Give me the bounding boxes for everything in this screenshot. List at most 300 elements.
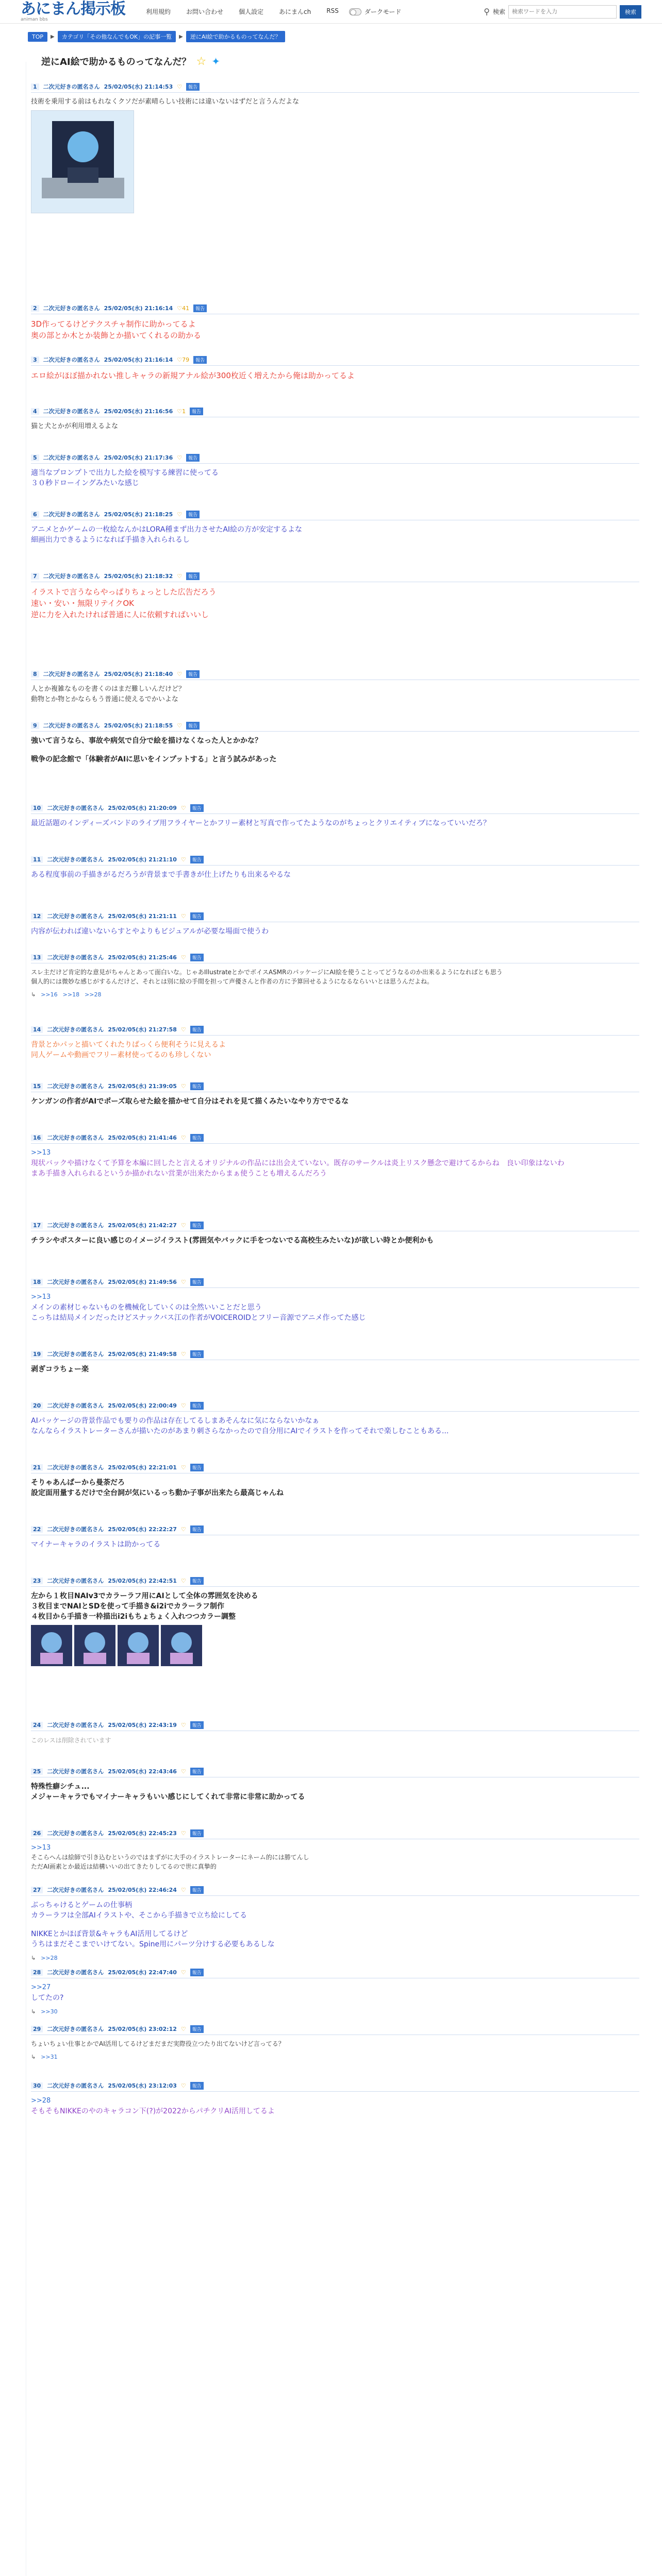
heart-icon: ♡	[177, 83, 183, 90]
post-line: 猫と犬とかが利用増えるよな	[31, 422, 119, 430]
report-button[interactable]: 報告	[190, 1222, 204, 1229]
post-header	[31, 2081, 639, 2092]
heart-icon: ♡	[180, 1082, 186, 1090]
post-author: 二次元好きの匿名さん	[47, 913, 104, 920]
post-author: 二次元好きの匿名さん	[43, 305, 100, 312]
post-header	[31, 1082, 639, 1092]
like-button[interactable]	[181, 1026, 186, 1033]
thumbnail-image[interactable]	[118, 1625, 159, 1666]
reply-icon: ↳	[31, 2008, 36, 2015]
post	[31, 2025, 639, 2060]
post-number[interactable]: 21	[31, 1464, 43, 1471]
reply-anchor-link[interactable]: >>16	[41, 991, 58, 998]
post-number[interactable]: 9	[31, 722, 39, 729]
post-date: 25/02/05(水) 22:22:27	[108, 1526, 177, 1533]
post-body	[31, 1843, 639, 1871]
post-line: 人とか複雑なものを書くのはまだ難しいんだけど？	[31, 685, 186, 693]
heart-icon: ♡	[180, 1721, 186, 1728]
post-header	[31, 407, 639, 417]
report-button[interactable]: 報告	[190, 856, 204, 863]
post-header	[31, 1721, 639, 1731]
post-author: 二次元好きの匿名さん	[47, 805, 104, 811]
post	[31, 1577, 639, 1666]
post-body	[31, 1148, 639, 1179]
toggle-switch-icon[interactable]	[349, 8, 361, 15]
post-header	[31, 510, 639, 520]
heart-icon: ♡	[180, 1768, 186, 1775]
chevron-right-icon: ▶	[51, 33, 55, 40]
post	[31, 1401, 639, 1436]
like-button[interactable]	[181, 1464, 186, 1471]
post-number[interactable]: 25	[31, 1768, 43, 1775]
post-number[interactable]: 29	[31, 2026, 43, 2032]
post-number[interactable]: 5	[31, 454, 39, 461]
post-line: そもそもNIKKEのやのキャラコン下(?)が2022からパチクリAI活用してるよ	[31, 2107, 275, 2115]
post-date: 25/02/05(水) 22:21:01	[108, 1464, 177, 1471]
post-number[interactable]: 17	[31, 1222, 43, 1229]
nav-rss[interactable]: RSS	[326, 7, 339, 14]
reply-anchors	[31, 2054, 639, 2060]
post-body	[31, 1591, 639, 1622]
logo-title[interactable]: あにまん掲示板	[21, 0, 125, 18]
post-line: ３０秒ドローイングみたいな感じ	[31, 479, 139, 487]
post-line: 同人ゲームや動画でフリー素材使ってるのも珍しくない	[31, 1051, 211, 1059]
post-date: 25/02/05(水) 21:49:58	[108, 1351, 177, 1358]
post	[31, 1350, 639, 1375]
report-button[interactable]: 報告	[190, 912, 204, 920]
nav-settings[interactable]: 個人設定	[239, 8, 264, 15]
post-number[interactable]: 15	[31, 1083, 43, 1090]
like-button[interactable]	[181, 1578, 186, 1584]
post-header	[31, 912, 639, 922]
post-header	[31, 304, 639, 314]
post-line[interactable]: >>13	[31, 1149, 51, 1157]
search-button[interactable]: 検索	[620, 5, 641, 19]
post-body	[31, 1416, 639, 1436]
post-line: 剥ぎコラちょー楽	[31, 1365, 89, 1374]
dark-mode-label: ダークモード	[364, 8, 402, 15]
post-body	[31, 1900, 639, 1950]
like-button[interactable]	[181, 1351, 186, 1358]
reply-anchors	[31, 991, 639, 998]
post-date: 25/02/05(水) 21:39:05	[108, 1083, 177, 1090]
post-number[interactable]: 24	[31, 1722, 43, 1728]
post-number[interactable]: 26	[31, 1830, 43, 1837]
report-button[interactable]: 報告	[186, 670, 200, 678]
post-line: 設定面用量するだけで全台詞が気にいるっち動か子事が出来たら最高じゃんね	[31, 1489, 284, 1497]
like-button[interactable]	[181, 1768, 186, 1775]
post-author: 二次元好きの匿名さん	[43, 408, 100, 415]
like-button[interactable]	[177, 454, 182, 461]
report-button[interactable]: 報告	[190, 2082, 204, 2090]
chevron-right-icon: ▶	[179, 33, 183, 40]
post-date: 25/02/05(水) 21:16:14	[104, 305, 173, 312]
post-body	[31, 2096, 639, 2116]
post-number[interactable]: 20	[31, 1402, 43, 1409]
post	[31, 407, 639, 432]
post-body	[31, 870, 639, 880]
post-date: 25/02/05(水) 21:14:53	[104, 83, 173, 90]
search-icon: ⚲	[484, 7, 490, 16]
post-number[interactable]: 28	[31, 1969, 43, 1976]
post-number[interactable]: 3	[31, 357, 39, 363]
report-button[interactable]: 報告	[193, 304, 207, 312]
post-header	[31, 2025, 639, 2035]
nav-terms[interactable]: 利用規約	[146, 8, 171, 15]
post-number[interactable]: 13	[31, 954, 43, 961]
site-header	[0, 0, 662, 24]
like-button[interactable]	[181, 2082, 186, 2089]
post-body	[31, 1782, 639, 1802]
like-count: 1	[182, 408, 186, 415]
like-button[interactable]	[181, 1969, 186, 1976]
reply-icon: ↳	[31, 2054, 36, 2060]
like-button[interactable]	[181, 1830, 186, 1837]
report-button[interactable]: 報告	[186, 83, 200, 91]
heart-icon: ♡	[180, 1886, 186, 1893]
report-button[interactable]: 報告	[186, 722, 200, 730]
breadcrumb-category[interactable]: カテゴリ「その他なんでもOK」の記事一覧	[58, 31, 176, 42]
heart-icon: ♡	[180, 954, 186, 961]
reply-anchor-link[interactable]: >>30	[41, 2008, 58, 2015]
twitter-share-icon[interactable]: ✦	[211, 55, 220, 67]
post-author: 二次元好きの匿名さん	[47, 856, 104, 863]
post-header	[31, 721, 639, 732]
post-number[interactable]: 7	[31, 573, 39, 580]
post-line: 速い・安い・無限リテイクOK	[31, 599, 134, 608]
post-date: 25/02/05(水) 21:25:46	[108, 954, 177, 961]
heart-icon: ♡	[177, 408, 183, 415]
dark-mode-toggle[interactable]	[349, 7, 402, 16]
post-line: ４枚目から手描き一枠描出i2iもちょちょく入れつつカラー調整	[31, 1613, 236, 1621]
reply-anchor-link[interactable]: >>28	[41, 1955, 58, 1961]
post	[31, 453, 639, 488]
breadcrumb	[0, 24, 662, 42]
post-body	[31, 2039, 639, 2048]
post-header	[31, 1767, 639, 1777]
post-line[interactable]: >>28	[31, 2097, 51, 2105]
post-date: 25/02/05(水) 22:43:46	[108, 1768, 177, 1775]
post	[31, 721, 639, 765]
post-author: 二次元好きの匿名さん	[47, 1026, 104, 1033]
post-header	[31, 82, 639, 93]
like-button[interactable]	[177, 83, 182, 90]
post	[31, 1968, 639, 2015]
post-date: 25/02/05(水) 21:16:56	[104, 408, 173, 415]
like-button[interactable]	[181, 913, 186, 920]
post-number[interactable]: 27	[31, 1887, 43, 1893]
breadcrumb-thread[interactable]: 逆にAI絵で助かるものってなんだ？	[186, 31, 285, 42]
post	[31, 1463, 639, 1498]
post-body	[31, 736, 639, 765]
post-header	[31, 804, 639, 814]
report-button[interactable]: 報告	[190, 1134, 204, 1142]
report-button[interactable]: 報告	[190, 1278, 204, 1286]
post-number[interactable]: 10	[31, 805, 43, 811]
like-button[interactable]	[177, 671, 182, 677]
thumbnail-image[interactable]	[161, 1625, 202, 1666]
post-line[interactable]: >>27	[31, 1984, 51, 1991]
post-number[interactable]: 30	[31, 2082, 43, 2089]
report-button[interactable]: 報告	[190, 1768, 204, 1775]
like-button[interactable]	[181, 805, 186, 811]
post-line[interactable]: >>13	[31, 1844, 51, 1852]
post-date: 25/02/05(水) 21:41:46	[108, 1134, 177, 1141]
like-button[interactable]	[181, 1279, 186, 1285]
heart-icon: ♡	[177, 722, 183, 729]
post-number[interactable]: 6	[31, 511, 39, 518]
post-header	[31, 1278, 639, 1288]
reply-anchor-link[interactable]: >>31	[41, 2054, 58, 2060]
search-input[interactable]	[508, 5, 617, 19]
nav-animanch[interactable]: あにまんch	[279, 8, 311, 15]
report-button[interactable]: 報告	[190, 1026, 204, 1033]
post-line: 細画出力できるようになれば手描き入れられるし	[31, 536, 190, 544]
post	[31, 804, 639, 828]
post-line: ケンガンの作者がAIでポーズ取らせた絵を描かせて自分はそれを見て描くみたいなやり方ででるな	[31, 1097, 349, 1106]
post	[31, 1767, 639, 1802]
post-line: ３枚目までNAIとSDを使って手描き&i2iでカラーラフ制作	[31, 1602, 225, 1611]
like-count: 79	[182, 356, 190, 363]
heart-icon: ♡	[177, 670, 183, 677]
report-button[interactable]: 報告	[190, 1886, 204, 1894]
post-body	[31, 1096, 639, 1107]
post-line: そりゃあんぱーから曼荼だろ	[31, 1479, 125, 1487]
post	[31, 82, 639, 213]
post-image[interactable]	[31, 110, 134, 213]
post-number[interactable]: 1	[31, 83, 39, 90]
post-header	[31, 855, 639, 866]
report-button[interactable]: 報告	[190, 1969, 204, 1976]
search-area	[484, 5, 641, 19]
heart-icon: ♡	[180, 856, 186, 863]
heart-icon: ♡	[180, 1134, 186, 1141]
post	[31, 1082, 639, 1107]
post-date: 25/02/05(水) 21:21:10	[108, 856, 177, 863]
post-header	[31, 1886, 639, 1896]
thumbnail-image[interactable]	[74, 1625, 115, 1666]
like-button[interactable]	[177, 305, 189, 312]
report-button[interactable]: 報告	[190, 1721, 204, 1729]
post-line: 内容が伝われば違いないらすとやよりもビジュアルが必要な場面で使うわ	[31, 927, 269, 936]
post-author: 二次元好きの匿名さん	[43, 511, 100, 518]
like-count: 41	[182, 304, 190, 312]
post-line: 奥の部とか木とか装飾とか描いてくれるの助かる	[31, 331, 202, 340]
post-header	[31, 1350, 639, 1360]
report-button[interactable]: 報告	[190, 408, 203, 415]
report-button[interactable]: 報告	[193, 356, 207, 364]
post-header	[31, 1463, 639, 1473]
reply-icon: ↳	[31, 1955, 36, 1961]
post-line: 適当なプロンプトで出力した絵を模写する練習に使ってる	[31, 469, 219, 477]
post-body	[31, 1292, 639, 1323]
post-number[interactable]: 19	[31, 1351, 43, 1358]
post-author: 二次元好きの匿名さん	[43, 722, 100, 729]
like-button[interactable]	[181, 856, 186, 863]
post-number[interactable]: 22	[31, 1526, 43, 1533]
post-header	[31, 1025, 639, 1036]
post-body	[31, 1478, 639, 1498]
heart-icon: ♡	[180, 1278, 186, 1285]
report-button[interactable]: 報告	[190, 804, 204, 812]
post-author: 二次元好きの匿名さん	[47, 1830, 104, 1837]
post-line[interactable]: >>13	[31, 1293, 51, 1301]
post-date: 25/02/05(水) 22:42:51	[108, 1578, 177, 1584]
post-line: ぶっちゃけるとゲームの仕事柄	[31, 1901, 132, 1909]
post-date: 25/02/05(水) 21:21:11	[108, 913, 177, 920]
post-author: 二次元好きの匿名さん	[47, 1083, 104, 1090]
heart-icon: ♡	[177, 511, 183, 518]
post-number[interactable]: 4	[31, 408, 39, 415]
post-author: 二次元好きの匿名さん	[47, 2082, 104, 2089]
report-button[interactable]: 報告	[190, 1350, 204, 1358]
post-author: 二次元好きの匿名さん	[47, 1722, 104, 1728]
report-button[interactable]: 報告	[190, 1829, 204, 1837]
post-line: ちょいちょい仕事とかでAI活用してるけどまだまだ実際役立つたり出てないけど言ってる？	[31, 2040, 285, 2047]
post-line: 強いて言うなら、事故や病気で自分で絵を描けなくなった人とかかな？	[31, 737, 262, 745]
like-button[interactable]	[181, 1722, 186, 1728]
post-line: カラーラフは全部AIイラストや、そこから手描きで立ち絵にしてる	[31, 1911, 247, 1920]
like-button[interactable]	[181, 1526, 186, 1533]
post-author: 二次元好きの匿名さん	[47, 1768, 104, 1775]
post-line: してたの?	[31, 1994, 64, 2002]
post-body	[31, 1040, 639, 1060]
reply-anchors	[31, 1955, 639, 1961]
report-button[interactable]: 報告	[190, 1082, 204, 1090]
heart-icon: ♡	[180, 912, 186, 920]
post-author: 二次元好きの匿名さん	[47, 954, 104, 961]
report-button[interactable]: 報告	[190, 1526, 204, 1533]
post-date: 25/02/05(水) 22:46:24	[108, 1887, 177, 1893]
post-header	[31, 355, 639, 366]
post-body	[31, 684, 639, 705]
post-date: 25/02/05(水) 21:17:36	[104, 454, 173, 461]
post	[31, 1829, 639, 1871]
report-button[interactable]: 報告	[190, 1402, 204, 1410]
post	[31, 1133, 639, 1179]
like-button[interactable]	[177, 511, 182, 518]
post-line: 戦争の記念館で「体験者がAIに思いをインプットする」と言う試みがあった	[31, 755, 277, 764]
post-header	[31, 1525, 639, 1535]
post	[31, 355, 639, 381]
post-header	[31, 572, 639, 582]
like-button[interactable]	[177, 573, 182, 580]
post-line: なんならイラストレーターさんが描いたのがあまり刺さらなかったので自分用にAIでイラストを作ってそれで楽しむこともある...	[31, 1427, 449, 1435]
nav-contact[interactable]: お問い合わせ	[186, 8, 224, 15]
post-author: 二次元好きの匿名さん	[47, 1969, 104, 1976]
post	[31, 1025, 639, 1060]
favorite-star-icon[interactable]: ☆	[196, 55, 207, 68]
post-line: 左から１枚目NAIv3でカラーラフ用にAIとして全体の雰囲気を決める	[31, 1592, 258, 1600]
post-line: チラシやポスターに良い感じのイメージイラスト(雰囲気やバックに手をつないでる高校生みたいな)が欲しい時とか便利かも	[31, 1236, 434, 1245]
post-number[interactable]: 12	[31, 913, 43, 920]
post-author: 二次元好きの匿名さん	[47, 1134, 104, 1141]
post-line: 3D作ってるけどテクスチャ制作に助かってるよ	[31, 319, 196, 329]
heart-icon: ♡	[180, 804, 186, 811]
post	[31, 1886, 639, 1961]
thread-header	[31, 55, 639, 68]
post-number[interactable]: 11	[31, 856, 43, 863]
like-button[interactable]	[181, 2026, 186, 2032]
post-date: 25/02/05(水) 22:45:23	[108, 1830, 177, 1837]
like-button[interactable]	[181, 1083, 186, 1090]
post-date: 25/02/05(水) 21:49:56	[108, 1279, 177, 1285]
post-author: 二次元好きの匿名さん	[43, 357, 100, 363]
report-button[interactable]: 報告	[190, 2025, 204, 2033]
post-line: エロ絵がほぼ描かれない推しキャラの新規アナル絵が300枚近く増えたから俺は助かってるよ	[31, 371, 355, 380]
post	[31, 1278, 639, 1323]
breadcrumb-top[interactable]: TOP	[28, 32, 47, 42]
heart-icon: ♡	[177, 572, 183, 580]
post-date: 25/02/05(水) 21:18:32	[104, 573, 173, 580]
post-header	[31, 1577, 639, 1587]
post-number[interactable]: 16	[31, 1134, 43, 1141]
post-line: まあ手描き入れられるというか描かれない営業が出来たからまぁ使うことも増えるんだろう	[31, 1170, 327, 1178]
thumbnail-image[interactable]	[31, 1625, 72, 1666]
post-author: 二次元好きの匿名さん	[47, 1351, 104, 1358]
report-button[interactable]: 報告	[190, 954, 204, 961]
post-header	[31, 1221, 639, 1231]
post-author: 二次元好きの匿名さん	[47, 1279, 104, 1285]
post-header	[31, 1829, 639, 1839]
like-button[interactable]	[181, 954, 186, 961]
heart-icon: ♡	[180, 1402, 186, 1409]
like-button[interactable]	[177, 357, 189, 363]
post-number[interactable]: 2	[31, 305, 39, 312]
post-body	[31, 1982, 639, 2003]
reply-anchor-link[interactable]: >>28	[85, 991, 102, 998]
reply-anchor-link[interactable]: >>18	[62, 991, 80, 998]
post-number[interactable]: 18	[31, 1279, 43, 1285]
post-line: マイナーキャラのイラストは助かってる	[31, 1540, 161, 1549]
post-body	[31, 468, 639, 488]
post-date: 25/02/05(水) 21:18:40	[104, 671, 173, 677]
like-button[interactable]	[177, 408, 186, 415]
post-number[interactable]: 14	[31, 1026, 43, 1033]
post-header	[31, 670, 639, 680]
post-date: 25/02/05(水) 21:27:58	[108, 1026, 177, 1033]
post-header	[31, 1133, 639, 1144]
like-button[interactable]	[181, 1402, 186, 1409]
post-date: 25/02/05(水) 22:00:49	[108, 1402, 177, 1409]
report-button[interactable]: 報告	[190, 1464, 204, 1471]
report-button[interactable]: 報告	[190, 1577, 204, 1585]
report-button[interactable]: 報告	[186, 572, 200, 580]
post-line: 特殊性癖シチュ...	[31, 1783, 90, 1791]
post-body	[31, 97, 639, 107]
heart-icon: ♡	[180, 1577, 186, 1584]
post-line: 個人的には微妙な感じがするんだけど、それとは別に絵の手間を担って声優さんと作者の方に予算回せるようになるならいいとは思うんだよね。	[31, 978, 434, 985]
site-logo[interactable]	[21, 2, 125, 22]
post-number[interactable]: 23	[31, 1578, 43, 1584]
post-body	[31, 1735, 639, 1745]
like-button[interactable]	[181, 1887, 186, 1893]
like-button[interactable]	[177, 722, 182, 729]
post-line: ある程度事前の手描きがるだろうが背景まで手書きが仕上げたりも出来るやるな	[31, 871, 291, 879]
report-button[interactable]: 報告	[186, 511, 200, 518]
like-button[interactable]	[181, 1222, 186, 1229]
post-date: 25/02/05(水) 22:47:40	[108, 1969, 177, 1976]
like-button[interactable]	[181, 1134, 186, 1141]
post-author: 二次元好きの匿名さん	[47, 1887, 104, 1893]
post-date: 25/02/05(水) 22:43:19	[108, 1722, 177, 1728]
logo-subtitle: animan bbs	[21, 16, 48, 22]
heart-icon: ♡	[180, 1350, 186, 1358]
report-button[interactable]: 報告	[186, 454, 200, 462]
heart-icon: ♡	[180, 1526, 186, 1533]
post-number[interactable]: 8	[31, 671, 39, 677]
post-body	[31, 524, 639, 545]
